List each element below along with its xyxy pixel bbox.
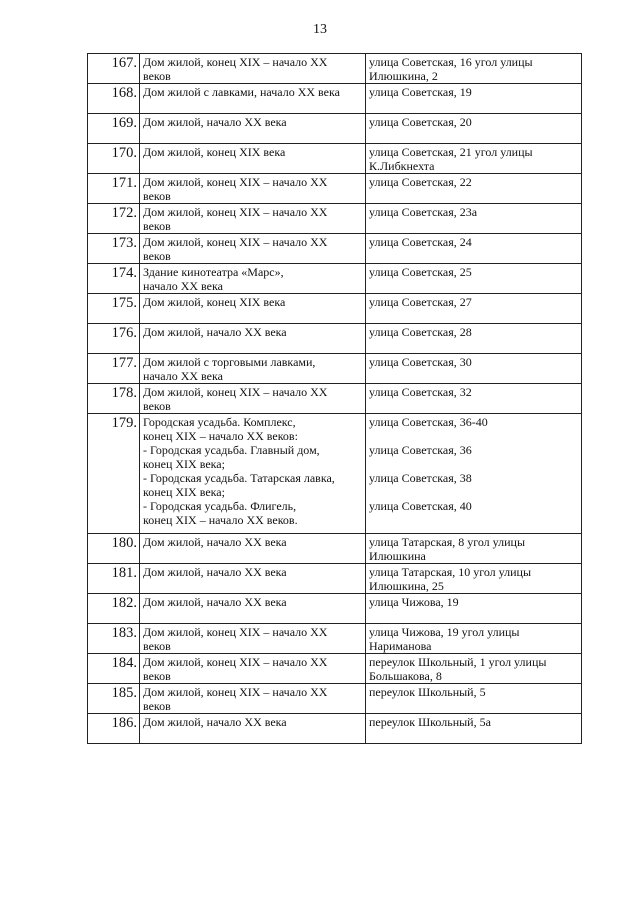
- address-cell: [366, 114, 582, 144]
- object-name-line: начало XX века: [143, 279, 223, 293]
- registry-table-body: [88, 54, 582, 744]
- row-number: 185.: [88, 684, 140, 714]
- row-number: 180.: [88, 534, 140, 564]
- row-number: 176.: [88, 324, 140, 354]
- row-number: 181.: [88, 564, 140, 594]
- table-row: [88, 294, 582, 324]
- address-line: улица Советская, 36-40: [369, 415, 488, 429]
- address-line: улица Советская, 30: [369, 355, 472, 369]
- row-number: 171.: [88, 174, 140, 204]
- row-number: 178.: [88, 384, 140, 414]
- object-name-line: Дом жилой, конец XIX века: [143, 295, 286, 309]
- table-row: [88, 654, 582, 684]
- object-name-cell: [140, 624, 366, 654]
- address-spacer: [369, 457, 578, 471]
- table-row: [88, 714, 582, 744]
- address-line: улица Советская, 36: [369, 443, 472, 457]
- row-number: 168.: [88, 84, 140, 114]
- address-line: улица Советская, 25: [369, 265, 472, 279]
- table-row: [88, 534, 582, 564]
- object-name-line: Дом жилой, начало XX века: [143, 595, 287, 609]
- table-row: [88, 414, 582, 534]
- address-cell: [366, 54, 582, 84]
- object-name-line: веков: [143, 699, 171, 713]
- row-number: 174.: [88, 264, 140, 294]
- address-cell: [366, 534, 582, 564]
- object-name-line: - Городская усадьба. Главный дом,: [143, 443, 320, 457]
- address-cell: [366, 714, 582, 744]
- address-line: улица Советская, 32: [369, 385, 472, 399]
- address-line: улица Советская, 24: [369, 235, 472, 249]
- object-name-line: Дом жилой, конец XIX – начало XX: [143, 175, 328, 189]
- address-line: улица Советская, 20: [369, 115, 472, 129]
- table-row: [88, 174, 582, 204]
- object-name-cell: [140, 264, 366, 294]
- object-name-line: - Городская усадьба. Татарская лавка,: [143, 471, 335, 485]
- object-name-line: Дом жилой, начало XX века: [143, 715, 287, 729]
- object-name-line: Дом жилой, конец XIX – начало XX: [143, 205, 328, 219]
- address-line: улица Советская, 22: [369, 175, 472, 189]
- object-name-line: конец XIX – начало XX веков:: [143, 429, 298, 443]
- row-number: 169.: [88, 114, 140, 144]
- object-name-line: Городская усадьба. Комплекс,: [143, 415, 296, 429]
- object-name-line: веков: [143, 219, 171, 233]
- object-name-cell: [140, 414, 366, 534]
- object-name-line: - Городская усадьба. Флигель,: [143, 499, 297, 513]
- row-number: 183.: [88, 624, 140, 654]
- table-row: [88, 84, 582, 114]
- table-row: [88, 144, 582, 174]
- address-line: улица Татарская, 8 угол улицы: [369, 535, 526, 549]
- address-cell: [366, 204, 582, 234]
- object-name-cell: [140, 114, 366, 144]
- object-name-line: конец XIX века;: [143, 457, 225, 471]
- row-number: 184.: [88, 654, 140, 684]
- address-cell: [366, 144, 582, 174]
- table-row: [88, 354, 582, 384]
- address-cell: [366, 654, 582, 684]
- object-name-line: Дом жилой, конец XIX – начало XX: [143, 685, 328, 699]
- object-name-cell: [140, 654, 366, 684]
- table-row: [88, 54, 582, 84]
- object-name-line: Дом жилой, конец XIX – начало XX: [143, 385, 328, 399]
- object-name-line: конец XIX века;: [143, 485, 225, 499]
- address-line: улица Татарская, 10 угол улицы: [369, 565, 532, 579]
- address-line: улица Чижова, 19 угол улицы: [369, 625, 520, 639]
- address-line: Илюшкина, 2: [369, 69, 438, 83]
- object-name-line: Дом жилой, конец XIX века: [143, 145, 286, 159]
- address-line: улица Советская, 21 угол улицы: [369, 145, 533, 159]
- address-line: улица Советская, 27: [369, 295, 472, 309]
- object-name-line: Дом жилой, начало XX века: [143, 325, 287, 339]
- address-cell: [366, 174, 582, 204]
- row-number: 177.: [88, 354, 140, 384]
- object-name-line: Дом жилой с торговыми лавками,: [143, 355, 316, 369]
- object-name-cell: [140, 84, 366, 114]
- table-row: [88, 114, 582, 144]
- address-line: улица Советская, 40: [369, 499, 472, 513]
- address-line: переулок Школьный, 5: [369, 685, 486, 699]
- row-number: 175.: [88, 294, 140, 324]
- page-number: 13: [313, 22, 327, 37]
- address-cell: [366, 564, 582, 594]
- table-row: [88, 684, 582, 714]
- address-cell: [366, 264, 582, 294]
- row-number: 182.: [88, 594, 140, 624]
- object-name-cell: [140, 594, 366, 624]
- row-number: 186.: [88, 714, 140, 744]
- object-name-cell: [140, 174, 366, 204]
- address-line: улица Советская, 19: [369, 85, 472, 99]
- address-cell: [366, 624, 582, 654]
- object-name-line: Дом жилой, начало XX века: [143, 115, 287, 129]
- address-line: Большакова, 8: [369, 669, 442, 683]
- address-cell: [366, 384, 582, 414]
- address-spacer: [369, 429, 578, 443]
- object-name-cell: [140, 384, 366, 414]
- row-number: 167.: [88, 54, 140, 84]
- address-cell: [366, 294, 582, 324]
- object-name-cell: [140, 354, 366, 384]
- object-name-cell: [140, 144, 366, 174]
- object-name-cell: [140, 324, 366, 354]
- row-number: 170.: [88, 144, 140, 174]
- address-line: улица Чижова, 19: [369, 595, 459, 609]
- address-spacer: [369, 485, 578, 499]
- table-row: [88, 594, 582, 624]
- address-line: Илюшкина, 25: [369, 579, 444, 593]
- address-cell: [366, 414, 582, 534]
- object-name-cell: [140, 294, 366, 324]
- object-name-line: начало XX века: [143, 369, 223, 383]
- table-row: [88, 624, 582, 654]
- table-row: [88, 264, 582, 294]
- object-name-line: конец XIX – начало XX веков.: [143, 513, 298, 527]
- heritage-registry-table: [87, 53, 582, 744]
- address-line: улица Советская, 28: [369, 325, 472, 339]
- address-line: Илюшкина: [369, 549, 426, 563]
- object-name-line: Дом жилой, конец XIX – начало XX: [143, 235, 328, 249]
- table-row: [88, 564, 582, 594]
- address-line: улица Советская, 38: [369, 471, 472, 485]
- row-number: 179.: [88, 414, 140, 534]
- address-cell: [366, 684, 582, 714]
- row-number: 172.: [88, 204, 140, 234]
- object-name-line: Дом жилой, начало XX века: [143, 535, 287, 549]
- object-name-line: веков: [143, 189, 171, 203]
- address-cell: [366, 594, 582, 624]
- address-line: улица Советская, 16 угол улицы: [369, 55, 533, 69]
- object-name-line: веков: [143, 399, 171, 413]
- object-name-line: веков: [143, 669, 171, 683]
- table-row: [88, 234, 582, 264]
- address-cell: [366, 84, 582, 114]
- address-line: переулок Школьный, 1 угол улицы: [369, 655, 547, 669]
- address-spacer: [369, 513, 578, 527]
- object-name-line: Дом жилой с лавками, начало XX века: [143, 85, 340, 99]
- object-name-line: Дом жилой, конец XIX – начало XX: [143, 625, 328, 639]
- object-name-line: Здание кинотеатра «Марс»,: [143, 265, 284, 279]
- object-name-cell: [140, 234, 366, 264]
- object-name-line: веков: [143, 69, 171, 83]
- address-cell: [366, 324, 582, 354]
- object-name-line: Дом жилой, начало XX века: [143, 565, 287, 579]
- object-name-cell: [140, 54, 366, 84]
- address-cell: [366, 354, 582, 384]
- address-line: Нариманова: [369, 639, 432, 653]
- row-number: 173.: [88, 234, 140, 264]
- object-name-cell: [140, 714, 366, 744]
- object-name-cell: [140, 564, 366, 594]
- object-name-line: Дом жилой, конец XIX – начало XX: [143, 655, 328, 669]
- table-row: [88, 324, 582, 354]
- table-row: [88, 384, 582, 414]
- table-row: [88, 204, 582, 234]
- address-cell: [366, 234, 582, 264]
- object-name-line: Дом жилой, конец XIX – начало XX: [143, 55, 328, 69]
- address-line: К.Либкнехта: [369, 159, 435, 173]
- object-name-line: веков: [143, 249, 171, 263]
- object-name-cell: [140, 534, 366, 564]
- address-line: переулок Школьный, 5а: [369, 715, 491, 729]
- object-name-cell: [140, 204, 366, 234]
- object-name-cell: [140, 684, 366, 714]
- object-name-line: веков: [143, 639, 171, 653]
- address-line: улица Советская, 23а: [369, 205, 478, 219]
